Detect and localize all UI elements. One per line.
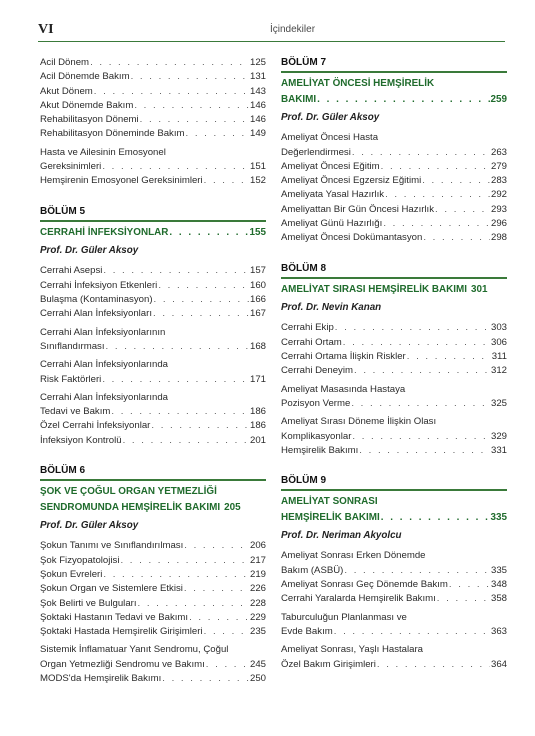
toc-entry-page: 311 (491, 351, 507, 363)
toc-entry-page: 186 (249, 406, 266, 418)
dot-leader (162, 672, 249, 686)
toc-entry-row (281, 188, 507, 202)
toc-entry-title: Cerrahi Ekip (281, 322, 334, 334)
toc-entry[interactable] (281, 131, 507, 160)
dot-leader (186, 127, 249, 141)
dot-leader (359, 444, 490, 458)
dot-leader (123, 434, 249, 448)
toc-entry-row (281, 592, 507, 606)
toc-entry-page: 348 (490, 579, 507, 591)
dot-leader (407, 350, 491, 364)
toc-entry-row (40, 99, 266, 113)
toc-entry-row (40, 70, 266, 84)
toc-entry-page: 146 (249, 114, 266, 126)
toc-entry-page: 146 (249, 99, 266, 111)
toc-entry-row (40, 293, 266, 307)
toc-entry-page: 166 (249, 294, 266, 306)
toc-entry[interactable] (40, 358, 266, 387)
dot-leader (169, 225, 248, 241)
dot-leader (189, 611, 249, 625)
toc-entry-row (281, 397, 507, 411)
dot-leader (422, 174, 490, 188)
toc-entry[interactable] (281, 364, 507, 378)
dot-leader (90, 56, 249, 70)
dot-leader (343, 336, 490, 350)
toc-entry-title: Ameliyat Günü Hazırlığı (281, 218, 383, 230)
toc-entry-page: 298 (490, 232, 507, 244)
page-number: VI (38, 22, 54, 37)
toc-entry-page: 157 (249, 265, 266, 277)
toc-entry-row (281, 203, 507, 217)
bolum-7-rule (281, 71, 507, 73)
toc-entry-row (40, 160, 266, 174)
bolum-6-entries (40, 539, 266, 686)
toc-entry[interactable] (40, 99, 266, 113)
toc-entry-page: 296 (490, 218, 507, 230)
toc-entry-title-line1: Ameliyat Öncesi Hasta (281, 132, 379, 144)
toc-entry-title: Risk Faktörleri (40, 373, 102, 385)
dot-leader (184, 539, 249, 553)
dot-leader (423, 231, 490, 245)
toc-entry-title: Organ Yetmezliği Sendromu ve Bakımı (40, 658, 205, 670)
toc-entry-page: 306 (490, 336, 507, 348)
bolum-9-entries (281, 549, 507, 671)
dot-leader (153, 307, 249, 321)
toc-entry-row (281, 146, 507, 160)
toc-entry-row (40, 127, 266, 141)
toc-entry-title-line1: Cerrahi Alan İnfeksiyonlarında (40, 391, 168, 403)
dot-leader (134, 99, 249, 113)
toc-entry[interactable] (281, 217, 507, 231)
toc-entry[interactable] (281, 174, 507, 188)
bolum-7-entries (281, 131, 507, 245)
toc-entry-title-line1: Taburculuğun Planlanması ve (281, 611, 407, 623)
dot-leader (317, 92, 489, 108)
toc-entry[interactable] (40, 127, 266, 141)
intro-entries (40, 56, 266, 189)
toc-entry[interactable] (281, 611, 507, 640)
toc-entry-title-line1: Ameliyat Sonrası Erken Dönemde (281, 550, 426, 562)
dot-leader (437, 592, 490, 606)
bolum-9-rule (281, 489, 507, 491)
dot-leader (154, 293, 249, 307)
bolum-8-rule (281, 277, 507, 279)
toc-entry-title: Şok Belirti ve Bulguları (40, 597, 137, 609)
toc-entry-page: 283 (490, 175, 507, 187)
toc-entry[interactable] (40, 264, 266, 278)
toc-entry[interactable] (281, 336, 507, 350)
chapter-title-bolum-9-line1[interactable]: AMELİYAT SONRASI (281, 496, 378, 508)
bolum-9-label: BÖLÜM 9 (281, 475, 326, 487)
toc-entry-title-line1: Ameliyat Sonrası, Yaşlı Hastalara (281, 644, 424, 656)
toc-entry-row (40, 264, 266, 278)
toc-entry-title: Acil Dönem (40, 57, 90, 68)
toc-entry-page: 228 (249, 597, 266, 609)
toc-entry-page: 168 (249, 340, 266, 352)
chapter-title-text: CERRAHİ İNFEKSİYONLAR (40, 226, 169, 238)
dot-leader (138, 597, 249, 611)
toc-entry-page: 160 (249, 279, 266, 291)
toc-entry[interactable] (40, 611, 266, 625)
toc-entry-page: 219 (249, 568, 266, 580)
toc-entry[interactable] (281, 321, 507, 335)
dot-leader (381, 160, 490, 174)
dot-leader (204, 625, 249, 639)
toc-entry-row (40, 611, 266, 625)
toc-entry[interactable] (40, 307, 266, 321)
toc-entry-title: Ameliyat Sonrası Geç Dönemde Bakım (281, 579, 448, 591)
toc-entry-page: 331 (490, 444, 507, 456)
author-bolum-8: Prof. Dr. Nevin Kanan (281, 302, 382, 314)
toc-entry-title: Cerrahi İnfeksiyon Etkenleri (40, 279, 158, 291)
chapter-title-text: AMELİYAT SIRASI HEMŞİRELİK BAKIMI (281, 283, 467, 295)
toc-entry-title: Şoktaki Hastada Hemşirelik Girişimleri (40, 626, 203, 638)
toc-entry[interactable] (40, 597, 266, 611)
toc-entry[interactable] (281, 160, 507, 174)
toc-entry-title: Hemşirenin Emosyonel Gereksinimleri (40, 175, 203, 187)
left-column (40, 56, 266, 686)
toc-entry[interactable] (40, 554, 266, 568)
dot-leader (151, 419, 249, 433)
bolum-6-rule (40, 479, 266, 481)
toc-entry-row (281, 174, 507, 188)
toc-entry[interactable] (281, 350, 507, 364)
author-bolum-5: Prof. Dr. Güler Aksoy (40, 245, 139, 257)
chapter-title-bolum-6-line2[interactable] (40, 500, 266, 516)
toc-entry-page: 245 (249, 658, 266, 670)
bolum-5-rule (40, 220, 266, 222)
toc-entry-row (40, 56, 266, 70)
toc-entry-row (40, 434, 266, 448)
toc-entry-row (40, 340, 266, 354)
toc-entry-title: Şokun Organ ve Sistemlere Etkisi (40, 583, 183, 595)
toc-entry-page: 364 (490, 658, 507, 670)
toc-entry-row (40, 373, 266, 387)
toc-entry-page: 292 (490, 189, 507, 201)
bolum-8-label: BÖLÜM 8 (281, 262, 326, 274)
chapter-title-bolum-6-line1[interactable]: ŞOK VE ÇOĞUL ORGAN YETMEZLİĞİ (40, 486, 217, 498)
toc-entry[interactable] (40, 582, 266, 596)
dot-leader (351, 397, 490, 411)
chapter-title-bolum-8[interactable] (281, 282, 507, 298)
toc-entry[interactable] (281, 444, 507, 458)
toc-entry[interactable] (40, 113, 266, 127)
dot-leader (111, 405, 249, 419)
toc-entry-page: 335 (490, 564, 507, 576)
toc-entry-row (281, 217, 507, 231)
toc-entry-page: 171 (249, 373, 266, 385)
toc-entry-page: 206 (249, 540, 266, 552)
dot-leader (103, 568, 249, 582)
chapter-page: 335 (490, 511, 507, 523)
toc-entry[interactable] (40, 568, 266, 582)
chapter-title-text: BAKIMI (281, 93, 317, 105)
chapter-title-bolum-7-line2[interactable] (281, 92, 507, 108)
toc-entry-row (40, 307, 266, 321)
toc-entry-title: Özel Bakım Girişimleri (281, 658, 376, 670)
toc-entry-row (40, 279, 266, 293)
toc-entry-row (40, 419, 266, 433)
chapter-page: 205 (224, 501, 241, 513)
toc-entry-page: 263 (490, 146, 507, 158)
toc-entry-title: Ameliyattan Bir Gün Öncesi Hazırlık (281, 203, 435, 215)
toc-entry-page: 201 (249, 434, 266, 446)
toc-entry[interactable] (40, 625, 266, 639)
toc-entry-row (281, 444, 507, 458)
dot-leader (158, 279, 249, 293)
toc-entry[interactable] (281, 643, 507, 672)
toc-entry-title: Özel Cerrahi İnfeksiyonlar (40, 420, 151, 432)
toc-entry-title-line1: Sistemik İnflamatuar Yanıt Sendromu, Çoğul (40, 644, 229, 656)
toc-entry-title: Hemşirelik Bakımı (281, 444, 359, 456)
chapter-title-bolum-7-line1[interactable]: AMELİYAT ÖNCESİ HEMŞİRELİK (281, 78, 435, 89)
toc-entry-row (40, 113, 266, 127)
bolum-5-label: BÖLÜM 5 (40, 205, 85, 217)
toc-entry-row (281, 625, 507, 639)
chapter-page: 301 (471, 283, 488, 295)
author-bolum-7: Prof. Dr. Güler Aksoy (281, 112, 380, 123)
toc-entry-title: Evde Bakım (281, 625, 333, 637)
toc-entry-row (281, 364, 507, 378)
toc-entry-title: Cerrahi Alan İnfeksiyonları (40, 308, 152, 320)
dot-leader (449, 578, 490, 592)
toc-entry-title: Akut Dönemde Bakım (40, 99, 134, 111)
toc-entry-page: 125 (249, 57, 266, 68)
toc-entry[interactable] (40, 419, 266, 433)
toc-entry-row (281, 350, 507, 364)
toc-entry-row (281, 578, 507, 592)
toc-entry[interactable] (40, 174, 266, 188)
toc-entry-title: Ameliyat Öncesi Dokümantasyon (281, 232, 423, 244)
dot-leader (344, 564, 490, 578)
toc-entry-page: 186 (249, 420, 266, 432)
dot-leader (377, 658, 490, 672)
toc-entry-page: 131 (249, 71, 266, 83)
toc-entry-page: 329 (490, 430, 507, 442)
toc-entry-page: 363 (490, 625, 507, 637)
toc-entry-title: Bakım (ASBÜ) (281, 564, 344, 576)
toc-entry-title: Cerrahi Yaralarda Hemşirelik Bakımı (281, 593, 436, 605)
toc-entry-row (281, 430, 507, 444)
toc-entry-row (40, 625, 266, 639)
chapter-title-text: SENDROMUNDA HEMŞİRELİK BAKIMI (40, 501, 221, 513)
toc-entry-page: 358 (490, 593, 507, 605)
toc-entry[interactable] (40, 56, 266, 70)
bolum-8-entries (281, 321, 507, 458)
dot-leader (354, 364, 490, 378)
toc-entry-title: Şokun Tanımı ve Sınıflandırılması (40, 540, 184, 552)
toc-entry-title-line1: Ameliyat Sırası Döneme İlişkin Olası (281, 416, 437, 428)
dot-leader (131, 70, 249, 84)
dot-leader (334, 625, 490, 639)
dot-leader (106, 340, 249, 354)
toc-entry-page: 303 (490, 322, 507, 334)
toc-entry-title: Gereksinimleri (40, 161, 102, 173)
toc-entry-title: Sınıflandırması (40, 340, 105, 352)
bolum-6-label: BÖLÜM 6 (40, 465, 85, 477)
chapter-page: 155 (249, 226, 266, 238)
toc-entry-title: Ameliyata Yasal Hazırlık (281, 189, 385, 201)
dot-leader (94, 85, 249, 99)
dot-leader (102, 373, 249, 387)
bolum-5-entries (40, 264, 266, 448)
toc-entry-title: İnfeksiyon Kontrolü (40, 434, 122, 446)
toc-entry[interactable] (40, 85, 266, 99)
toc-entry-row (40, 539, 266, 553)
toc-entry-page: 143 (249, 85, 266, 97)
toc-entry-title: Şoktaki Hastanın Tedavi ve Bakımı (40, 611, 189, 623)
dot-leader (435, 203, 490, 217)
chapter-title-bolum-9-line2[interactable] (281, 510, 507, 526)
toc-entry[interactable] (281, 592, 507, 606)
toc-entry[interactable] (40, 434, 266, 448)
toc-entry-page: 226 (249, 583, 266, 595)
toc-entry-page: 151 (249, 161, 266, 173)
toc-entry-title-line1: Cerrahi Alan İnfeksiyonlarının (40, 326, 166, 338)
toc-entry-row (281, 658, 507, 672)
dot-leader (352, 146, 490, 160)
toc-entry[interactable] (40, 70, 266, 84)
toc-entry-title: Şok Fizyopatolojisi (40, 554, 120, 566)
toc-entry[interactable] (40, 391, 266, 420)
toc-entry[interactable] (40, 643, 266, 672)
toc-entry-title: Şokun Evreleri (40, 568, 103, 580)
toc-entry-row (40, 85, 266, 99)
toc-entry-row (40, 658, 266, 672)
toc-entry-row (281, 336, 507, 350)
toc-entry-row (40, 174, 266, 188)
toc-entry[interactable] (281, 415, 507, 444)
toc-entry[interactable] (40, 539, 266, 553)
author-bolum-6: Prof. Dr. Güler Aksoy (40, 520, 139, 532)
toc-entry-title: Cerrahi Ortam (281, 336, 342, 348)
toc-entry-title: Pozisyon Verme (281, 397, 351, 409)
toc-entry-row (40, 672, 266, 686)
toc-entry-title-line1: Cerrahi Alan İnfeksiyonlarında (40, 359, 168, 371)
toc-entry-page: 325 (490, 397, 507, 409)
toc-entry-page: 293 (490, 203, 507, 215)
dot-leader (184, 582, 249, 596)
toc-entry-row (281, 231, 507, 245)
dot-leader (120, 554, 249, 568)
toc-entry-title: Bulaşma (Kontaminasyon) (40, 294, 153, 306)
dot-leader (140, 113, 249, 127)
toc-entry-title: Ameliyat Öncesi Egzersiz Eğitimi (281, 175, 422, 187)
toc-entry[interactable] (40, 146, 266, 175)
toc-entry-page: 229 (249, 611, 266, 623)
toc-entry[interactable] (40, 672, 266, 686)
toc-entry[interactable] (281, 578, 507, 592)
toc-entry-title: MODS'da Hemşirelik Bakımı (40, 673, 162, 684)
toc-entry-title: Cerrahi Asepsi (40, 265, 103, 277)
chapter-title-bolum-5[interactable] (40, 225, 266, 241)
toc-entry[interactable] (281, 383, 507, 412)
dot-leader (385, 188, 490, 202)
toc-entry[interactable] (281, 231, 507, 245)
toc-entry[interactable] (281, 188, 507, 202)
toc-entry-title: Değerlendirmesi (281, 146, 351, 158)
toc-entry-row (281, 321, 507, 335)
toc-entry-title: Rehabilitasyon Döneminde Bakım (40, 128, 185, 140)
author-bolum-9: Prof. Dr. Neriman Akyolcu (281, 530, 402, 542)
toc-entry-title-line1: Ameliyat Masasında Hastaya (281, 383, 406, 395)
toc-entry-row (281, 160, 507, 174)
toc-entry-title: Rehabilitasyon Dönemi (40, 114, 139, 126)
toc-entry[interactable] (281, 203, 507, 217)
toc-entry-row (40, 582, 266, 596)
toc-entry-title: Akut Dönem (40, 85, 93, 97)
dot-leader (335, 321, 490, 335)
toc-entry-page: 250 (249, 673, 266, 684)
toc-entry-row (40, 405, 266, 419)
toc-entry-page: 217 (249, 554, 266, 566)
toc-entry[interactable] (40, 293, 266, 307)
toc-entry-row (40, 554, 266, 568)
running-header-title: İçindekiler (270, 24, 316, 35)
dot-leader (204, 174, 249, 188)
dot-leader (102, 160, 249, 174)
chapter-page: 259 (490, 93, 507, 105)
toc-entry-title: Komplikasyonlar (281, 430, 352, 442)
toc-entry-page: 279 (490, 160, 507, 172)
right-column (281, 56, 507, 672)
dot-leader (206, 658, 249, 672)
toc-entry-page: 149 (249, 128, 266, 140)
toc-entry-title: Cerrahi Deneyim (281, 365, 353, 377)
toc-entry[interactable] (40, 326, 266, 355)
toc-entry-title: Ameliyat Öncesi Eğitim (281, 160, 380, 172)
toc-entry-page: 152 (249, 175, 266, 187)
bolum-7-label: BÖLÜM 7 (281, 57, 326, 68)
dot-leader (383, 217, 490, 231)
toc-entry-page: 235 (249, 626, 266, 638)
header-rule (38, 41, 505, 42)
toc-entry[interactable] (40, 279, 266, 293)
dot-leader (103, 264, 249, 278)
toc-entry-page: 312 (490, 365, 507, 377)
toc-entry-title: Tedavi ve Bakım (40, 406, 111, 418)
toc-entry-page: 167 (249, 308, 266, 320)
toc-entry-row (40, 568, 266, 582)
toc-entry-row (40, 597, 266, 611)
chapter-title-text: HEMŞİRELİK BAKIMI (281, 511, 380, 523)
dot-leader (352, 430, 490, 444)
toc-entry-title: Cerrahi Ortama İlişkin Riskler (281, 351, 406, 363)
toc-entry[interactable] (281, 549, 507, 578)
toc-entry-title: Acil Dönemde Bakım (40, 71, 130, 83)
dot-leader (381, 510, 490, 526)
toc-entry-title-line1: Hasta ve Ailesinin Emosyonel (40, 146, 166, 158)
toc-entry-row (281, 564, 507, 578)
